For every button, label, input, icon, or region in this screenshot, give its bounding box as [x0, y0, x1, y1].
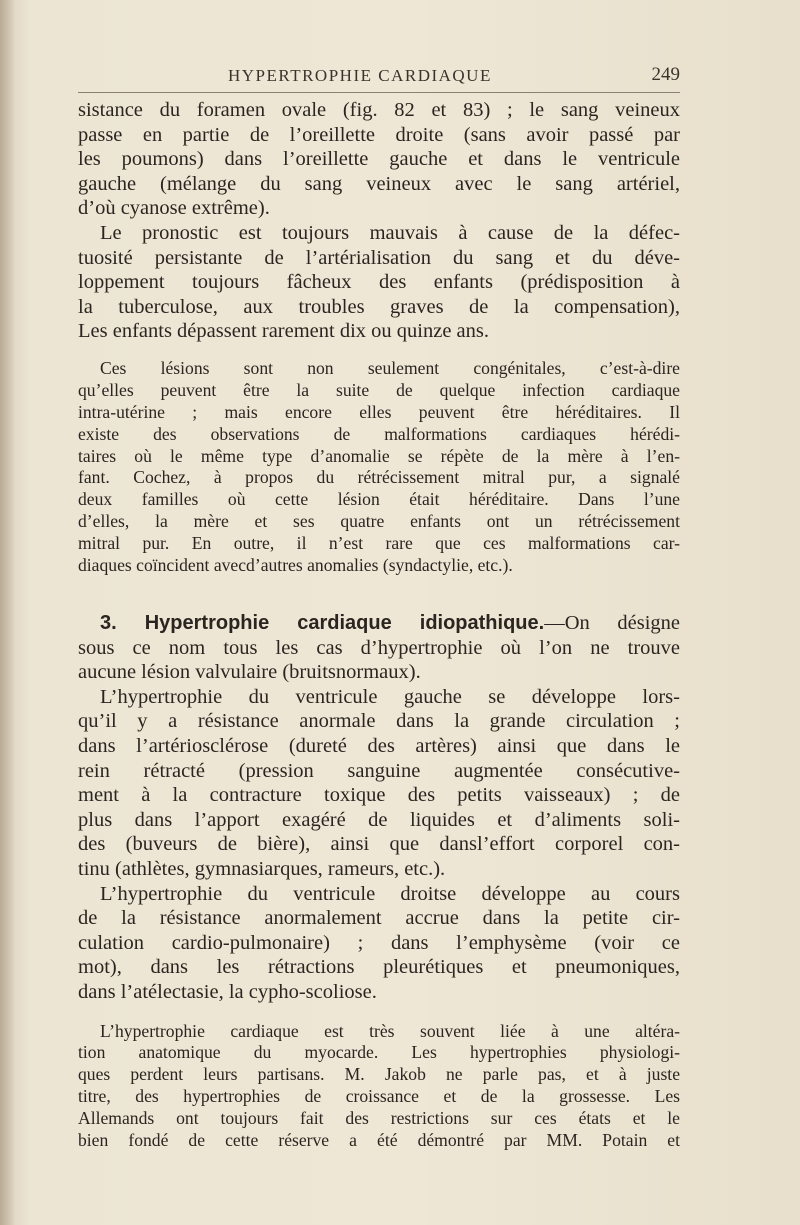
text-line: diaques coïncident avecd’autres anomalies (syndactylie, etc.).: [78, 555, 513, 576]
text-line: tinu (athlètes, gymnasiarques, rameurs, etc.).: [78, 857, 446, 880]
text-line: mot), dans les rétractions pleurétiques et pneumoniques,: [78, 956, 680, 979]
section-heading-rest: —On désigne: [544, 612, 680, 634]
section-heading: 3. Hypertrophie cardiaque idiopathique.: [100, 612, 545, 634]
text-line: qu’il y a résistance anormale dans la grande circulation ;: [78, 710, 680, 733]
text-line: L’hypertrophie cardiaque est très souvent liée à une altéra-: [100, 1020, 680, 1041]
text-line: ques perdent leurs partisans. M. Jakob ne parle pas, et à juste: [78, 1064, 680, 1085]
text-line: deux familles où cette lésion était héréditaire. Dans l’une: [78, 489, 680, 510]
text-line: les poumons) dans l’oreillette gauche et dans le ventricule: [78, 148, 680, 171]
page-body: [78, 98, 680, 1152]
text-line: L’hypertrophie du ventricule gauche se développe lors-: [100, 685, 680, 708]
text-line: des (buveurs de bière), ainsi que dansl’effort corporel con-: [78, 833, 680, 856]
paragraph-ventricule-droit: [78, 882, 680, 1005]
text-line: Les enfants dépassent rarement dix ou quinze ans.: [78, 320, 490, 343]
text-line: Allemands ont toujours fait des restrictions sur ces états et le: [78, 1108, 680, 1129]
text-line: d’elles, la mère et ses quatre enfants ont un rétrécissement: [78, 511, 680, 532]
book-spine-shadow: [0, 0, 14, 1225]
text-line: sistance du foramen ovale (fig. 82 et 83) ; le sang veineux: [78, 99, 680, 121]
text-line: ment à la contracture toxique des petits vaisseaux) ; de: [78, 784, 680, 807]
text-line: la tuberculose, aux troubles graves de la compensation),: [78, 295, 680, 318]
section-hypertrophie-idiopathique: [78, 611, 680, 685]
running-title: HYPERTROPHIE CARDIAQUE: [228, 66, 492, 85]
paragraph-ventricule-gauche: [78, 685, 680, 882]
text-line: taires où le même type d’anomalie se répète de la mère à l’en-: [78, 445, 680, 466]
text-line: qu’elles peuvent être la suite de quelque infection cardiaque: [78, 379, 680, 400]
text-line: titre, des hypertrophies de croissance et de la grossesse. Les: [78, 1086, 680, 1107]
text-line: plus dans l’apport exagéré de liquides et d’aliments soli-: [78, 808, 680, 831]
text-line: intra-utérine ; mais encore elles peuvent être héréditaires. Il: [78, 401, 680, 422]
text-line: bien fondé de cette réserve a été démontré par MM. Potain et: [78, 1130, 680, 1151]
text-line: tion anatomique du myocarde. Les hypertrophies physiologi-: [78, 1042, 680, 1063]
text-line: passe en partie de l’oreillette droite (sans avoir passé par: [78, 123, 680, 146]
section-first-line: [78, 611, 680, 636]
text-line: mitral pur. En outre, il n’est rare que ces malformations car-: [78, 533, 680, 554]
note-lesions-congenitales: [78, 358, 680, 577]
text-line: loppement toujours fâcheux des enfants (prédisposition à: [78, 271, 680, 294]
text-line: fant. Cochez, à propos du rétrécissement mitral pur, a signalé: [78, 467, 680, 488]
text-line: aucune lésion valvulaire (bruitsnormaux).: [78, 661, 421, 684]
text-line: culation cardio-pulmonaire) ; dans l’emphysème (voir ce: [78, 931, 680, 954]
text-line: d’où cyanose extrême).: [78, 197, 270, 220]
text-line: de la résistance anormalement accrue dans la petite cir-: [78, 907, 680, 930]
text-line: L’hypertrophie du ventricule droitse développe au cours: [100, 882, 680, 905]
text-line: Ces lésions sont non seulement congénitales, c’est-à-dire: [100, 357, 680, 378]
paragraph-pronostic: [78, 221, 680, 344]
page-number: 249: [651, 64, 680, 85]
text-line: existe des observations de malformations cardiaques hérédi-: [78, 423, 680, 444]
text-line: Le pronostic est toujours mauvais à cause de la défec-: [100, 221, 680, 244]
text-line: dans l’artériosclérose (dureté des artères) ainsi que dans le: [78, 734, 680, 757]
text-line: rein rétracté (pression sanguine augmentée consécutive-: [78, 759, 680, 782]
text-line: gauche (mélange du sang veineux avec le sang artériel,: [78, 172, 680, 195]
text-line: tuosité persistante de l’artérialisation du sang et du déve-: [78, 246, 680, 269]
note-hypertrophie-myocarde: [78, 1021, 680, 1152]
page-header: [78, 62, 680, 92]
header-rule: [78, 92, 680, 93]
paragraph-foramen: [78, 98, 680, 221]
text-line: sous ce nom tous les cas d’hypertrophie où l’on ne trouve: [78, 636, 680, 659]
text-line: dans l’atélectasie, la cypho-scoliose.: [78, 980, 377, 1003]
